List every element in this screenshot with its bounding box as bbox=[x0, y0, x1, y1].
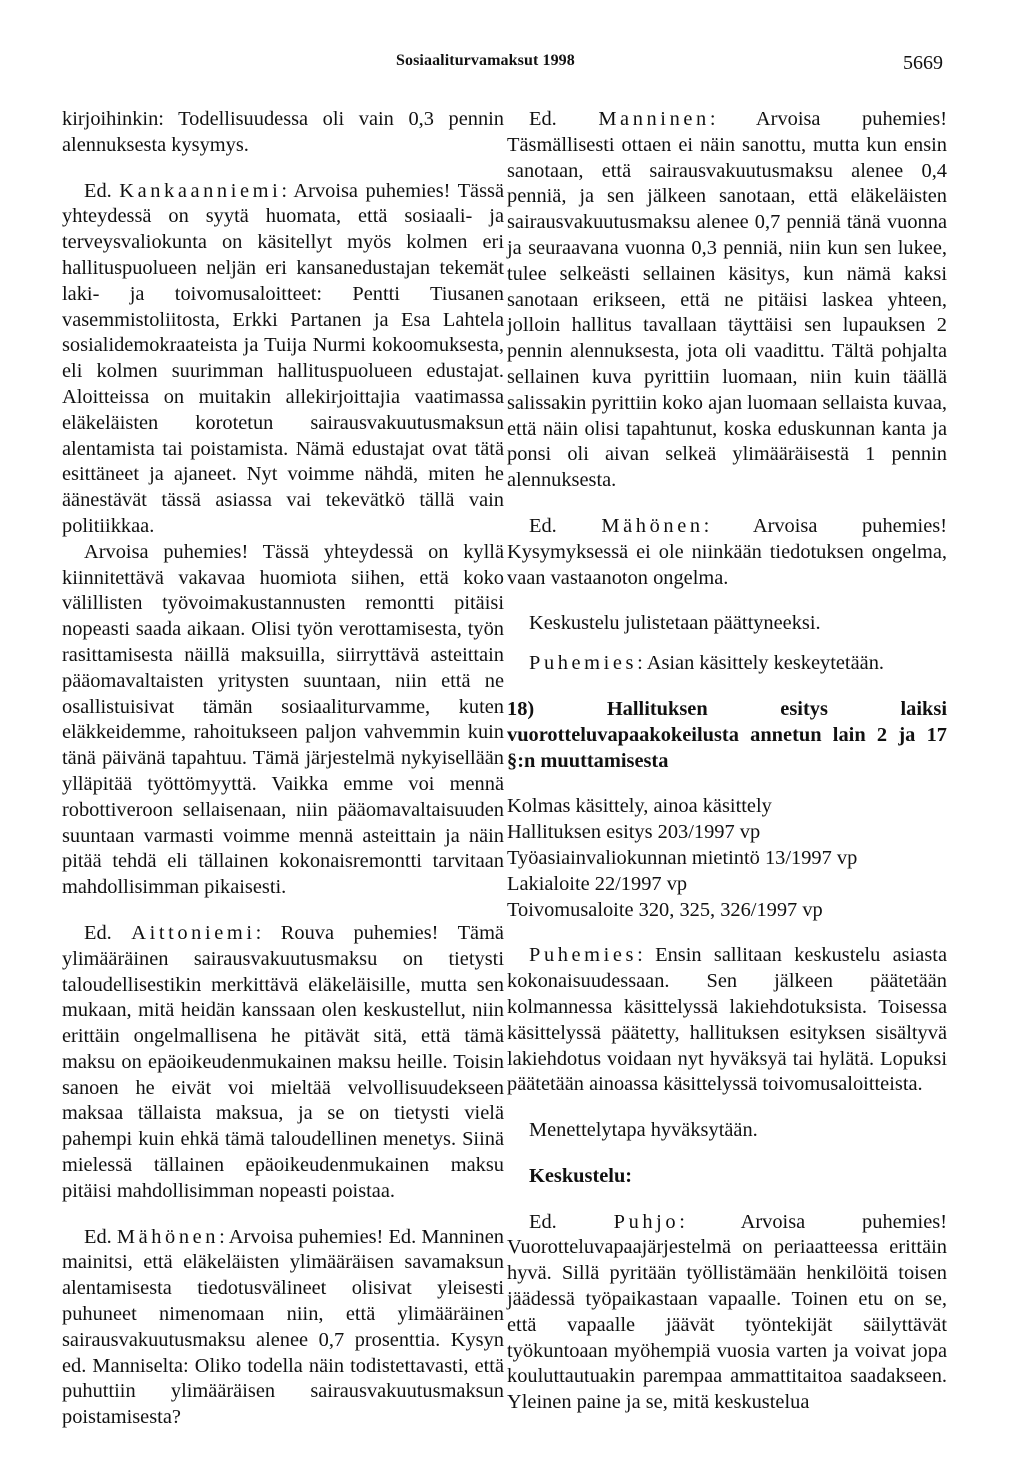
page-header bbox=[0, 48, 1024, 78]
speaker-name: Mähönen bbox=[116, 1225, 220, 1248]
speech-aittoniemi bbox=[62, 921, 504, 1205]
speaker-name: Aittoniemi bbox=[131, 921, 256, 944]
detail-line: Työasiainvaliokunnan mietintö 13/1997 vp bbox=[507, 846, 858, 869]
speech-text: : Arvoisa puhemies! Tässä yhteydessä on syytä huomata, että sosiaali- ja terveysvaliokunta on käsitellyt myös kolmen eri hallituspuolueen neljän eri kansanedustajan tekemät laki- ja toivomusaloitteet: Pentti Tiusanen vasemmistoliitosta, Erkki Partanen ja Esa Lahtela sosialidemokraateista ja Tuija Nurmi kokoomuksesta, eli kolmen suurimman hallituspuolueen edustajat. Aloitteissa on muitakin allekirjoittajia vaatimassa eläkeläisten korotetun sairausvakuutusmaksun alentamista tai poistamista. Nämä edustajat ovat tätä esittäneet ja ajaneet. Nyt voimme nähdä, miten he äänestävät tässä asiassa vai tekevätkö tällä vain politiikkaa. bbox=[62, 179, 504, 537]
paragraph: kirjoihinkin: Todellisuudessa oli vain 0,3 pennin alennuksesta kysymys. bbox=[62, 108, 504, 156]
speech-text: : Arvoisa puhemies! Kysymyksessä ei ole niinkään tiedotuksen ongelma, vaan vastaanoton ongelma. bbox=[507, 514, 947, 589]
speech-mahonen-2 bbox=[507, 514, 947, 591]
speaker-name: Puhemies bbox=[529, 652, 638, 675]
paragraph: Arvoisa puhemies! Tässä yhteydessä on kyllä kiinnitettävä vakavaa huomiota siihen, että koko välillisten työvoimakustannusten remontti pitäisi nopeasti saada aikaan. Olisi työn verottamisesta, työn rasittamisesta näillä maksuilla, siirryttävä asteittain pääomavaltaisten yritysten suuntaan, niin että ne osallistuisivat tämän sosiaaliturvamme, kuten eläkkeidemme, rahoitukseen paljon vahvemmin kuin tänä päivänä tapahtuu. Tämä järjestelmä nykyisellään ylläpitää työttömyyttä. Vaikka emme voi mennä robottiveroon sellaisenaan, niin pääomavaltaisuuden suuntaan varmasti voimme mennä asteittain ja näin pitää tehdä eli tällainen kokonaisremontti tarvitaan mahdollisimman pikaisesti. bbox=[62, 540, 504, 899]
speaker-name: Mähönen bbox=[601, 514, 704, 537]
speech-kankaanniemi bbox=[62, 179, 504, 540]
speech-text: : Ensin sallitaan keskustelu asiasta kokonaisuudessaan. Sen jälkeen päätetään kolmannessa käsittelyssä lakiehdotuksista. Toisessa käsittelyssä päätetty, hallituksen esityksen sisältyvä lakiehdotus voidaan nyt hyväksyä tai hylätä. Lopuksi päätetään ainoassa käsittelyssä toivomusaloitteista. bbox=[507, 944, 947, 1096]
discussion-label: Keskustelu: bbox=[529, 1164, 633, 1187]
speech-text: : Asian käsittely keskeytetään. bbox=[637, 652, 884, 675]
speaker-name: Manninen bbox=[598, 108, 710, 130]
agenda-item-details bbox=[507, 794, 947, 923]
detail-line: Kolmas käsittely, ainoa käsittely bbox=[507, 795, 772, 818]
agenda-item-heading: 18) Hallituksen esitys laiksi vuorotteluvapaakokeilusta annetun lain 2 ja 17 §:n muuttamisesta bbox=[507, 697, 947, 772]
speaker-name: Puhjo bbox=[613, 1210, 680, 1233]
speech-puhjo bbox=[507, 1210, 947, 1416]
speech-text: : Arvoisa puhemies! Täsmällisesti ottaen ei näin sanottu, mutta kun ensin sanotaan, että sairausvakuutusmaksu alenee 0,4 penniä, ja sen jälkeen sanotaan, että eläkeläisten sairausvakuutusmaksu alenee 0,7 penniä tänä vuonna ja seuraavana vuonna 0,3 penniä, niin kun sen lukee, tulee selkeästi sellainen käsitys, kun nämä kaksi sanotaan erikseen, että ne pitäisi laskea yhteen, jolloin hallitus tavallaan täyttäisi sen lupauksen 2 pennin alennuksesta, jota oli vaadittu. Tältä pohjalta sellainen kuva pyrittiin luomaan, niin kuin täällä salissakin pyrittiin koko ajan luomaan sellaista kuvaa, että näin olisi tapahtunut, koska eduskunnan kanta ja ponsi oli aivan selkeä ylimääräisestä 1 pennin alennuksesta. bbox=[507, 108, 948, 492]
speech-manninen bbox=[507, 107, 947, 494]
speaker-prefix: Ed. bbox=[529, 108, 557, 130]
speaker-prefix: Ed. bbox=[84, 921, 112, 944]
speaker-statement bbox=[507, 943, 947, 1098]
procedural-note: Keskustelu julistetaan päättyneeksi. bbox=[529, 612, 821, 635]
speaker-prefix: Ed. bbox=[529, 514, 557, 537]
detail-line: Toivomusaloite 320, 325, 326/1997 vp bbox=[507, 898, 823, 921]
right-column bbox=[507, 107, 947, 1416]
speech-text: : Arvoisa puhemies! Vuorotteluvapaajärjestelmä on periaatteessa erittäin hyvä. Sillä pyritään työllistämään henkilöitä toisen jäädessä työpaikastaan vapaalle. Toinen etu on se, että vapaalle jäävät työntekijät säilyttävät työkuntoaan myöhempiä vuosia varten ja voivat jopa kouluttautuakin parempaa ammattitaitoa saadakseen. Yleinen paine ja se, mitä keskustelua bbox=[507, 1210, 947, 1414]
page-number: 5669 bbox=[903, 52, 943, 74]
speech-text: : Rouva puhemies! Tämä ylimääräinen sairausvakuutusmaksu on tietysti taloudellisestikin merkittävä eläkeläisille, mutta sen mukaan, mitä heidän kanssaan olen keskustellut, niin erittäin ongelmallisena he pitävät sitä, että tämä maksu on epäoikeudenmukainen maksu heille. Toisin sanoen he eivät voi mieltää velvollisuudekseen maksaa tällaista maksua, ja se on tietysti vielä pahempi kuin ehkä tämä taloudellinen menetys. Siinä mielessä tällainen epäoikeudenmukainen maksu pitäisi mahdollisimman nopeasti poistaa. bbox=[62, 921, 504, 1202]
procedural-note: Menettelytapa hyväksytään. bbox=[529, 1119, 758, 1142]
speaker-prefix: Ed. bbox=[529, 1210, 557, 1233]
speaker-statement bbox=[507, 651, 947, 677]
speaker-name: Kankaanniemi bbox=[119, 179, 282, 202]
speech-text: : Arvoisa puhemies! Ed. Manninen mainitsi, että eläkeläisten ylimääräisen savamaksun alentamisesta tiedotusvälineet olisivat yleisesti puhuneet nimenomaan niin, että ylimääräinen sairausvakuutusmaksu alenee 0,7 prosenttia. Kysyn ed. Manniselta: Oliko todella näin todistettavasti, että puhuttiin ylimääräisen sairausvakuutusmaksun poistamisesta? bbox=[62, 1225, 504, 1429]
running-title: Sosiaaliturvamaksut 1998 bbox=[396, 52, 575, 69]
detail-line: Hallituksen esitys 203/1997 vp bbox=[507, 821, 761, 844]
speaker-name: Puhemies bbox=[529, 944, 638, 967]
speech-mahonen bbox=[62, 1225, 504, 1431]
detail-line: Lakialoite 22/1997 vp bbox=[507, 872, 688, 895]
speaker-prefix: Ed. bbox=[84, 179, 112, 202]
left-column bbox=[62, 107, 504, 1431]
speaker-prefix: Ed. bbox=[84, 1225, 112, 1248]
